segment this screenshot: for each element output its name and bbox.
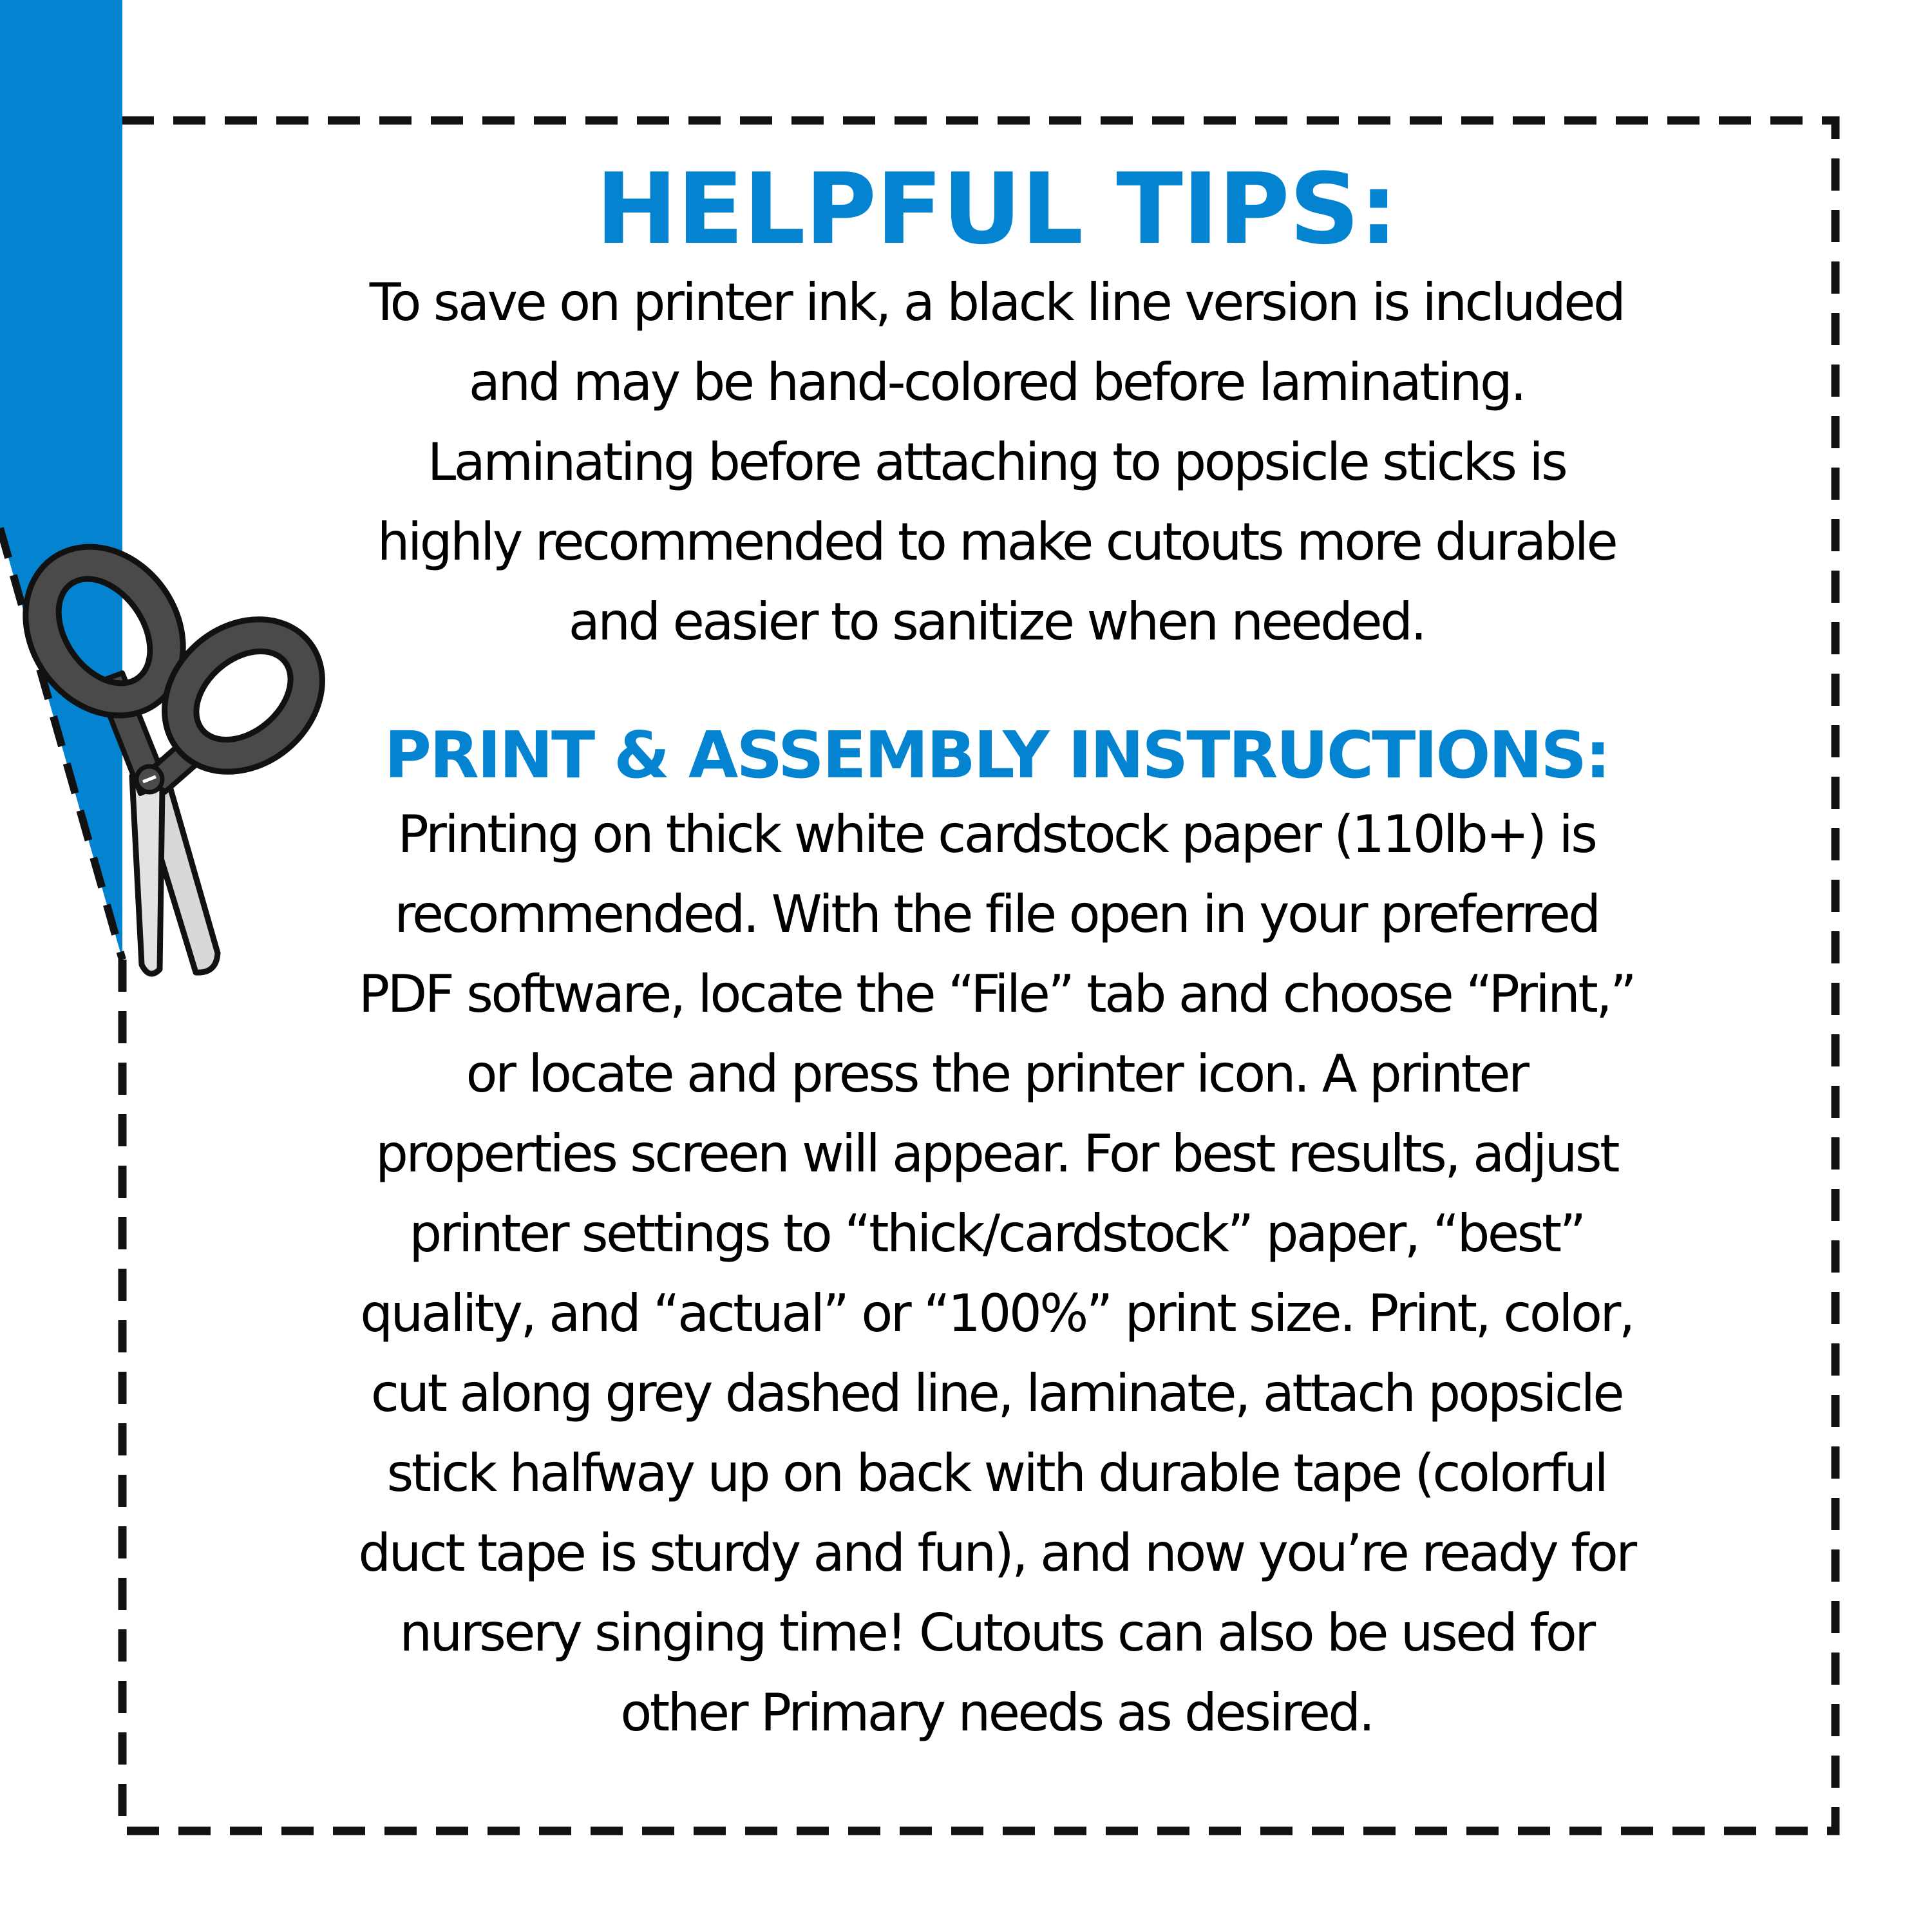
instructions-line: Printing on thick white cardstock paper (110lb+) is xyxy=(397,804,1596,864)
helpful-tips-line: and easier to sanitize when needed. xyxy=(568,592,1425,652)
instructions-line: nursery singing time! Cutouts can also be used for xyxy=(399,1603,1594,1663)
instructions-line: stick halfway up on back with durable tape (colorful xyxy=(386,1443,1607,1503)
instructions-line: properties screen will appear. For best results, adjust xyxy=(375,1124,1618,1184)
helpful-tips-line: highly recommended to make cutouts more durable xyxy=(377,512,1616,572)
instructions-line: printer settings to “thick/cardstock” paper, “best” xyxy=(409,1204,1584,1264)
instructions-line: PDF software, locate the “File” tab and choose “Print,” xyxy=(358,964,1635,1024)
helpful-tips-title: HELPFUL TIPS: xyxy=(595,152,1398,266)
instructions-title: PRINT & ASSEMBLY INSTRUCTIONS: xyxy=(384,717,1609,793)
helpful-tips-line: Laminating before attaching to popsicle sticks is xyxy=(427,432,1566,492)
instructions-line: or locate and press the printer icon. A printer xyxy=(466,1044,1528,1104)
helpful-tips-line: and may be hand-colored before laminating. xyxy=(468,352,1525,412)
instructions-line: recommended. With the file open in your preferred xyxy=(394,884,1599,944)
blue-side-strip xyxy=(0,0,122,960)
instructions-line: cut along grey dashed line, laminate, attach popsicle xyxy=(370,1363,1623,1423)
instructions-text xyxy=(248,795,1745,1753)
instructions-line: other Primary needs as desired. xyxy=(620,1683,1373,1743)
scissors-blade-front xyxy=(132,776,162,974)
instructions-line: duct tape is sturdy and fun), and now you’re ready for xyxy=(358,1523,1635,1583)
helpful-tips-line: To save on printer ink, a black line version is included xyxy=(369,272,1624,332)
helpful-tips-text xyxy=(248,263,1745,662)
instructions-card xyxy=(248,148,1745,1753)
instructions-line: quality, and “actual” or “100%” print size. Print, color, xyxy=(360,1283,1633,1343)
